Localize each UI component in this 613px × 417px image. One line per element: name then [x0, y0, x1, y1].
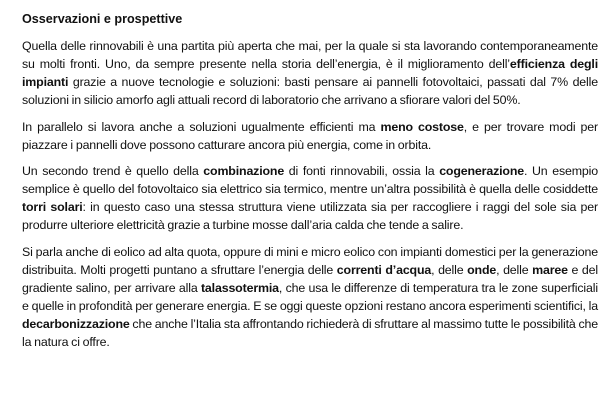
text-run: In parallelo si lavora anche a soluzioni ugualmente efficienti ma [22, 119, 381, 134]
section-heading: Osservazioni e prospettive [22, 12, 183, 26]
text-run: , e per trovare modi per piazzare i pannelli dove possono catturare ancora più energia, come in orbita. [22, 119, 598, 152]
bold-term: onde [467, 262, 497, 277]
bold-term: efficienza degli impianti [22, 57, 598, 89]
text-run: e del gradiente salino, per arrivare alla [22, 262, 599, 295]
bold-term: talassotermia [200, 280, 279, 295]
text-run: grazie a nuove tecnologie e soluzioni: basti pensare ai pannelli fotovoltaici, passati dal 7% delle soluzioni in silicio amorfo agli attuali record di laboratorio che arrivano a sfiorare valori del 50%. [22, 75, 598, 107]
text-run: Un secondo trend è quello della [22, 164, 204, 178]
text-run: , che usa le differenze di temperatura tra le zone superficiali e quelle in profondità per generare energia. E se oggi queste opzioni restano ancora esperimenti scientifici, la [22, 280, 598, 313]
text-run: Si parla anche di eolico ad alta quota, oppure di mini e micro eolico con impianti domestici per la generazione distribuita. Molti progetti puntano a sfruttare l’energia delle [22, 244, 598, 277]
paragraph-efficiency [22, 37, 598, 109]
bold-term: maree [532, 262, 568, 277]
text-run: che anche l’Italia sta affrontando richiederà di sfruttare al massimo tutte le possibilità che la natura ci offre. [22, 316, 598, 349]
text-run: , delle [496, 262, 533, 277]
text-run: . Un esempio semplice è quello del fotovoltaico sia elettrico sia termico, mentre un’altra possibilità è quella delle cosiddette [22, 164, 598, 196]
bold-term: torri solari [22, 200, 83, 214]
paragraph-cost [22, 118, 598, 154]
text-run: di fonti rinnovabili, ossia la [284, 164, 440, 178]
paragraph-wind-and-sea [22, 243, 598, 351]
bold-term: cogenerazione [439, 164, 524, 178]
bold-term: combinazione [203, 164, 285, 178]
text-run: Quella delle rinnovabili è una partita più aperta che mai, per la quale si sta lavorando contemporaneamente su molti fronti. Uno, da sempre presente nella storia dell’energia, è il miglioramento dell’ [22, 39, 598, 71]
text-run: : in questo caso una stessa struttura viene utilizzata sia per raccogliere i raggi del sole sia per produrre ulteriore elettricità grazie a turbine mosse dall’aria calda che tende a salire. [22, 200, 598, 232]
paragraph-cogeneration [22, 162, 598, 234]
bold-term: decarbonizzazione [22, 316, 130, 331]
bold-term: meno costose [380, 119, 464, 134]
text-run: , delle [431, 262, 468, 277]
bold-term: correnti d’acqua [336, 262, 432, 277]
document-body [22, 10, 598, 359]
